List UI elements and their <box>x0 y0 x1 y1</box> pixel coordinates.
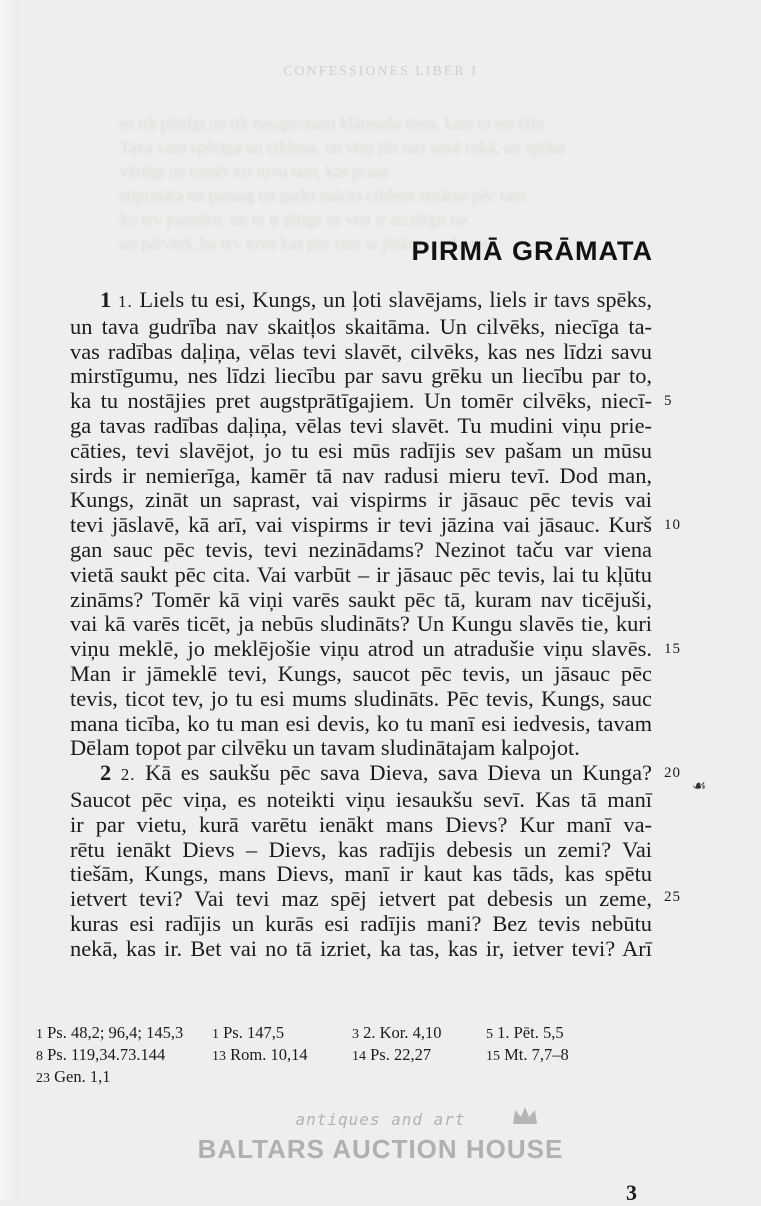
footnote-row <box>36 1066 636 1088</box>
text-line-content: Kungs, zināt un saprast, vai vispirms ir jāsauc pēc tevis vai <box>70 487 652 513</box>
text-line <box>70 538 652 563</box>
text-line <box>70 414 652 439</box>
text-line <box>70 813 652 838</box>
ornament-icon: ☙ <box>692 778 707 795</box>
text-line <box>70 464 652 489</box>
crown-icon <box>511 1104 539 1128</box>
text-line-content: sirds ir nemierīga, kamēr tā nav radusi mieru tevī. Dod man, <box>70 462 652 488</box>
page-edge <box>0 0 18 1200</box>
footnote-ref: 15 <box>486 1049 500 1064</box>
footnote-ref: 5 <box>486 1027 493 1042</box>
footnote-ref: 1 <box>36 1027 43 1042</box>
book-title: PIRMĀ GRĀMATA <box>411 236 653 266</box>
text-line-content: ietvert tevi? Vai tevi maz spēj ietvert pat debesis un zeme, <box>70 886 652 912</box>
show-through-line: vērtīgi un tomēr esi tuvu tam, kas prasa <box>120 162 389 181</box>
footnote-text: 2. Kor. 4,10 <box>363 1023 442 1042</box>
text-line <box>70 340 652 365</box>
text-line <box>70 662 652 687</box>
footnote <box>352 1022 442 1046</box>
footnote-ref: 23 <box>36 1071 50 1086</box>
footnote-text: Gen. 1,1 <box>54 1067 111 1086</box>
footnote <box>36 1066 111 1090</box>
section-number: 2 <box>100 760 112 786</box>
text-line-content: un tava gudrība nav skaitļos skaitāma. Un cilvēks, niecīga ta- <box>70 313 652 339</box>
line-number: 20 <box>664 765 681 782</box>
show-through-line: es tik pilnīgi un tik nesaprotami klātesošs tiem, kam tu esi tālu <box>120 114 544 133</box>
show-through-line: un pārvērš, lai tev tuvu kas pēc tam ar jūtām pieskaras <box>120 234 489 253</box>
paragraph-number: 2. <box>120 765 136 785</box>
footnote <box>486 1022 564 1046</box>
text-line <box>70 788 652 813</box>
text-line-content: kuras esi radījis un kurās esi radījis mani? Bez tevis nebūtu <box>70 910 652 936</box>
footnote-text: Mt. 7,7–8 <box>504 1045 569 1064</box>
text-line-content: Saucot pēc viņa, es noteikti viņu iesaukšu sevī. Kas tā manī <box>70 786 652 812</box>
text-line <box>70 937 652 962</box>
text-line-content: vai kā varēs ticēt, ja nebūs sludināts? Un Kungu slavēs tie, kuri <box>70 611 652 637</box>
footnote-ref: 8 <box>36 1049 43 1064</box>
text-line-content: mana ticība, ko tu man esi devis, ko tu manī esi iedvesis, tavam <box>70 710 652 736</box>
text-line-content: ga tavas radības daļiņa, vēlas tevi slavēt. Tu mudini viņu prie- <box>70 412 652 438</box>
text-line-content: cāties, tevi slavējot, jo tu esi mūs radījis sev pašam un mūsu <box>70 437 652 463</box>
footnote-text: Ps. 147,5 <box>223 1023 285 1042</box>
line-number: 25 <box>664 889 681 906</box>
watermark-logo-text: BALTARS AUCTION HOUSE <box>197 1134 564 1164</box>
footnote <box>352 1044 431 1068</box>
text-line-content: vietā saukt pēc cita. Vai varbūt – ir jāsauc pēc tevis, lai tu kļūtu <box>70 561 652 587</box>
text-line-content: mirstīgumu, nes līdzi liecību par savu grēku un liecību par to, <box>70 363 652 389</box>
text-line <box>70 364 652 389</box>
show-through-text <box>120 112 680 256</box>
footnote-text: Rom. 10,14 <box>230 1045 308 1064</box>
text-line <box>70 838 652 863</box>
text-line-content: ir par vietu, kurā varētu ienākt mans Dievs? Kur manī va- <box>70 811 652 837</box>
text-line-content: tevi jāslavē, kā arī, vai vispirms ir tevi jāzina vai jāsauc. Kurš <box>70 512 652 538</box>
footnote <box>36 1022 183 1046</box>
line-number: 5 <box>664 393 673 410</box>
show-through-line: Tava vara spēcīga un cildena, un visu jūs turi savā rokā, un spēku <box>120 138 565 157</box>
paragraph-number: 1. <box>117 292 133 311</box>
text-line <box>70 315 652 340</box>
footnote-ref: 3 <box>352 1027 359 1042</box>
text-line <box>70 588 652 613</box>
text-line <box>70 887 652 912</box>
footnotes <box>36 1022 636 1088</box>
footnote-row <box>36 1044 636 1066</box>
footnote <box>212 1044 308 1068</box>
text-line <box>70 761 652 788</box>
line-number: 10 <box>664 517 681 534</box>
text-line-content: Kā es saukšu pēc sava Dieva, sava Dieva un Kunga? <box>145 760 652 786</box>
text-line <box>70 439 652 464</box>
footnote-ref: 1 <box>212 1027 219 1042</box>
footnote <box>486 1044 569 1068</box>
text-line <box>70 513 652 538</box>
text-line <box>70 912 652 937</box>
footnote <box>212 1022 284 1046</box>
footnote-ref: 13 <box>212 1049 226 1064</box>
text-line <box>70 488 652 513</box>
text-line <box>70 563 652 588</box>
footnote-text: Ps. 22,27 <box>370 1045 432 1064</box>
show-through-line: stiprināta un pieaug un gudri mācās cildens zinātnē pēc tam <box>120 186 526 205</box>
footnote <box>36 1044 165 1068</box>
text-line-content: tevis, ticot tev, jo tu esi mums sludināts. Pēc tevis, Kungs, sauc <box>70 685 652 711</box>
text-line-content: viņu meklē, jo meklējošie viņu atrod un atradušie viņu slavēs. <box>70 636 652 662</box>
text-line-content: Dēlam topot par cilvēku un tavam sludinātajam kalpojot. <box>70 735 580 761</box>
footnote-row <box>36 1022 636 1044</box>
text-line <box>70 736 652 761</box>
text-line-content: vas radības daļiņa, vēlas tevi slavēt, cilvēks, kas nes līdzi savu <box>70 338 652 364</box>
footnote-text: Ps. 119,34.73.144 <box>47 1045 166 1064</box>
text-line <box>70 712 652 737</box>
text-line <box>70 389 652 414</box>
running-head: CONFESSIONES LIBER I <box>283 64 478 79</box>
text-line <box>70 637 652 662</box>
footnote-text: 1. Pēt. 5,5 <box>497 1023 564 1042</box>
text-line-content: Liels tu esi, Kungs, un ļoti slavējams, liels ir tavs spēks, <box>139 287 652 312</box>
main-text <box>70 288 652 962</box>
footnote-text: Ps. 48,2; 96,4; 145,3 <box>47 1023 184 1042</box>
show-through-line: ko tev piemēro, un tu ir jūtīgs ne visi ir aizslēgti tie <box>120 210 468 229</box>
text-line-content: tiešām, Kungs, mans Dievs, manī ir kaut kas tāds, kas spētu <box>70 861 652 887</box>
line-number: 15 <box>664 641 681 658</box>
section-number: 1 <box>100 287 112 312</box>
text-line <box>70 612 652 637</box>
text-line-content: zināms? Tomēr kā viņi varēs saukt pēc tā, kuram nav ticējuši, <box>70 586 652 612</box>
text-line <box>70 862 652 887</box>
footnote-ref: 14 <box>352 1049 366 1064</box>
text-line <box>70 288 652 315</box>
text-line-content: nekā, kas ir. Bet vai no tā izriet, ka tas, kas ir, ietver tevi? Arī <box>70 935 652 961</box>
text-line-content: Man ir jāmeklē tevi, Kungs, saucot pēc tevis, un jāsauc pēc <box>70 660 652 686</box>
text-line-content: rētu ienākt Dievs – Dievs, kas radījis debesis un zemi? Vai <box>70 836 652 862</box>
text-line-content: ka tu nostājies pret augstprātīgajiem. Un tomēr cilvēks, niecī- <box>70 388 652 414</box>
page-number: 3 <box>626 1180 637 1205</box>
text-line-content: gan sauc pēc tevis, tevi nezinādams? Nezinot taču var viena <box>70 536 652 562</box>
text-line <box>70 687 652 712</box>
watermark-tagline: antiques and art <box>295 1110 466 1129</box>
